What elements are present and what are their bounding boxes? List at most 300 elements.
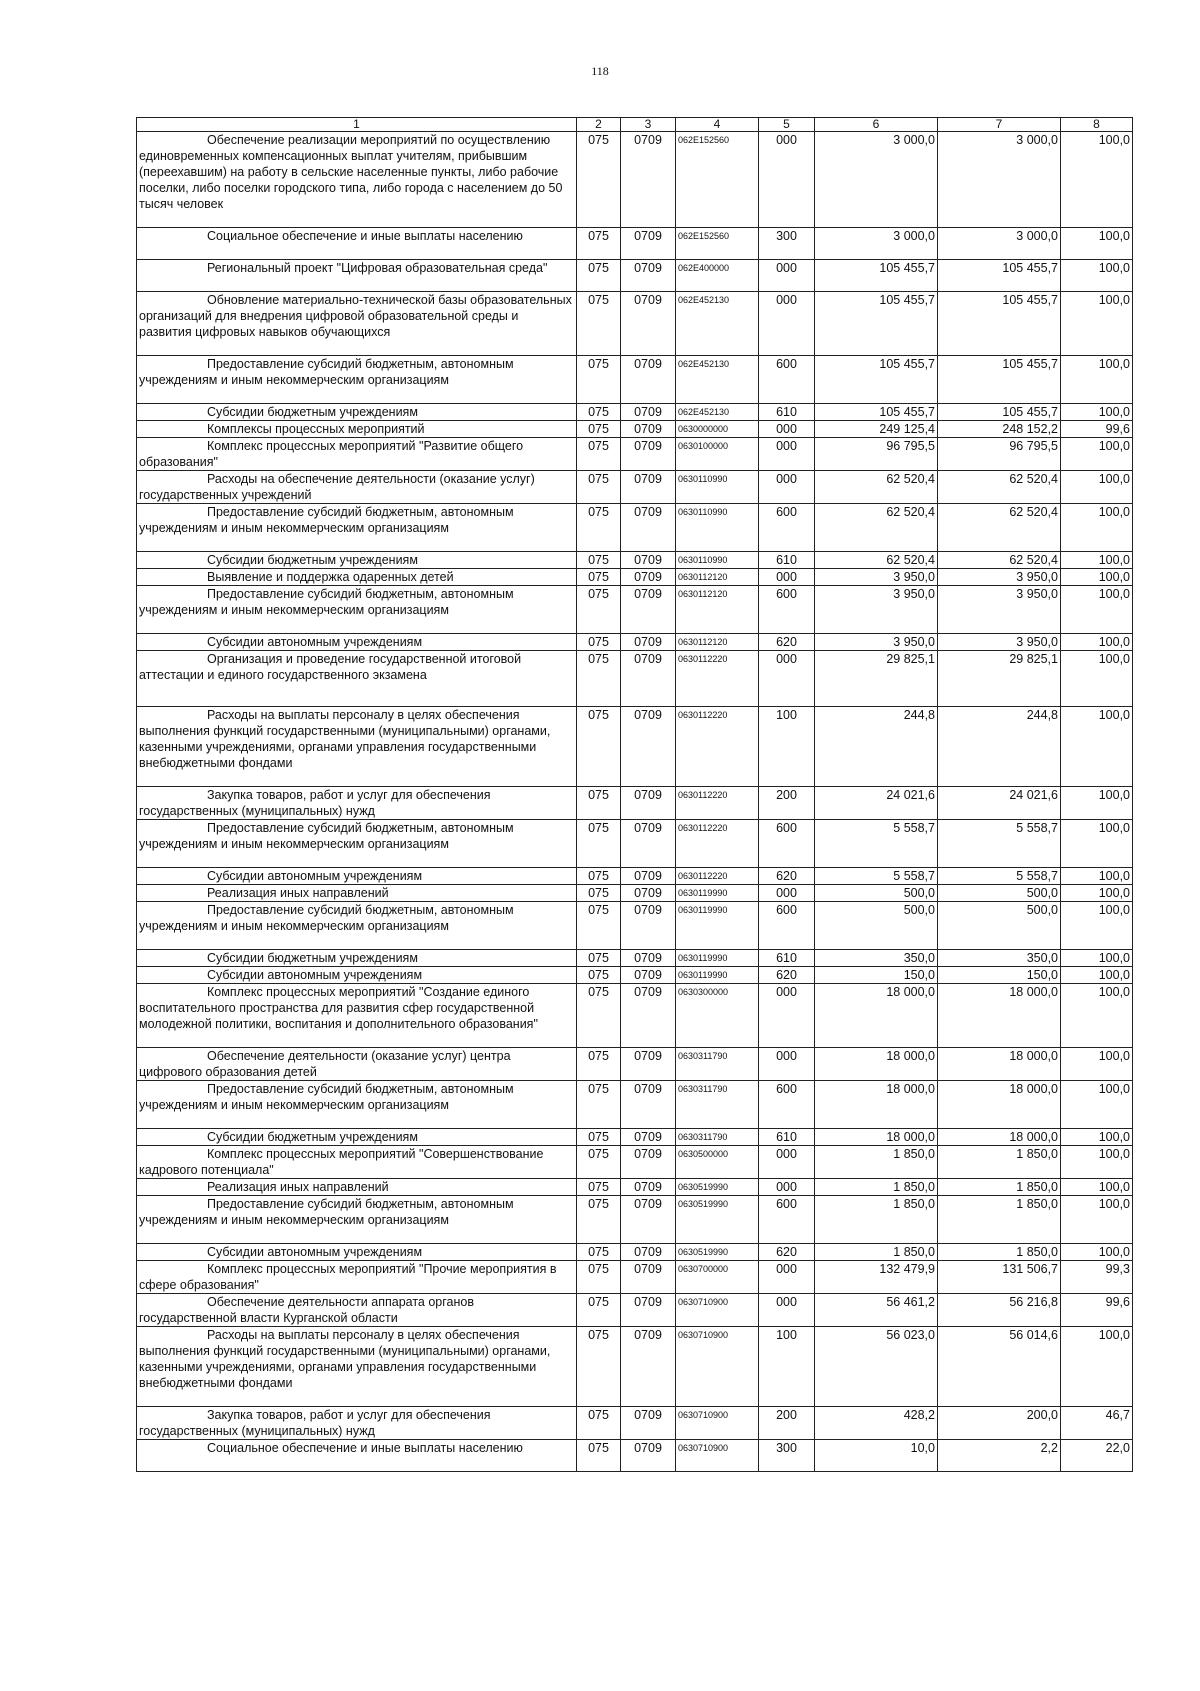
expense-type-cell: 610 <box>759 950 815 967</box>
planned-amount-cell: 56 023,0 <box>815 1327 938 1407</box>
expense-type-cell: 600 <box>759 504 815 552</box>
planned-amount-cell: 105 455,7 <box>815 260 938 292</box>
percent-cell: 100,0 <box>1061 1244 1133 1261</box>
row-name-text: Предоставление субсидий бюджетным, автономным учреждениям и иным некоммерческим организациям <box>139 1082 514 1112</box>
section-code-cell: 0709 <box>621 820 676 868</box>
row-name-text: Закупка товаров, работ и услуг для обеспечения государственных (муниципальных) нужд <box>139 788 491 818</box>
target-article-cell: 0630311790 <box>676 1048 759 1081</box>
row-name-cell <box>137 787 577 820</box>
planned-amount-cell: 29 825,1 <box>815 651 938 707</box>
column-header: 6 <box>815 118 938 132</box>
target-article-cell: 0630311790 <box>676 1081 759 1129</box>
column-number-row <box>137 118 1133 132</box>
row-name-cell <box>137 404 577 421</box>
actual-amount-cell: 1 850,0 <box>938 1146 1061 1179</box>
row-name-text: Закупка товаров, работ и услуг для обеспечения государственных (муниципальных) нужд <box>139 1408 491 1438</box>
actual-amount-cell: 3 950,0 <box>938 634 1061 651</box>
section-code-cell: 0709 <box>621 504 676 552</box>
actual-amount-cell: 1 850,0 <box>938 1196 1061 1244</box>
grbs-code-cell: 075 <box>577 552 621 569</box>
percent-cell: 100,0 <box>1061 569 1133 586</box>
expense-type-cell: 600 <box>759 1081 815 1129</box>
section-code-cell: 0709 <box>621 421 676 438</box>
expense-type-cell: 620 <box>759 868 815 885</box>
section-code-cell: 0709 <box>621 1146 676 1179</box>
actual-amount-cell: 62 520,4 <box>938 471 1061 504</box>
row-name-cell <box>137 1081 577 1129</box>
target-article-cell: 0630112220 <box>676 707 759 787</box>
table-row <box>137 651 1133 707</box>
table-row <box>137 292 1133 356</box>
row-name-text: Предоставление субсидий бюджетным, автономным учреждениям и иным некоммерческим организациям <box>139 821 514 851</box>
row-name-text: Предоставление субсидий бюджетным, автономным учреждениям и иным некоммерческим организациям <box>139 587 514 617</box>
table-body <box>137 132 1133 1472</box>
target-article-cell: 0630119990 <box>676 885 759 902</box>
table-row <box>137 967 1133 984</box>
row-name-text: Комплекс процессных мероприятий "Совершенствование кадрового потенциала" <box>139 1147 544 1177</box>
percent-cell: 100,0 <box>1061 1129 1133 1146</box>
table-row <box>137 1407 1133 1440</box>
row-name-text: Обеспечение деятельности (оказание услуг) центра цифрового образования детей <box>139 1049 511 1079</box>
grbs-code-cell: 075 <box>577 1327 621 1407</box>
target-article-cell: 0630119990 <box>676 902 759 950</box>
planned-amount-cell: 150,0 <box>815 967 938 984</box>
section-code-cell: 0709 <box>621 404 676 421</box>
target-article-cell: 0630710900 <box>676 1407 759 1440</box>
row-name-cell <box>137 228 577 260</box>
expense-type-cell: 000 <box>759 438 815 471</box>
planned-amount-cell: 18 000,0 <box>815 1129 938 1146</box>
actual-amount-cell: 18 000,0 <box>938 1081 1061 1129</box>
grbs-code-cell: 075 <box>577 504 621 552</box>
actual-amount-cell: 131 506,7 <box>938 1261 1061 1294</box>
row-name-text: Субсидии бюджетным учреждениям <box>207 1130 418 1144</box>
percent-cell: 100,0 <box>1061 438 1133 471</box>
row-name-text: Субсидии автономным учреждениям <box>207 968 423 982</box>
target-article-cell: 0630112220 <box>676 651 759 707</box>
target-article-cell: 0630500000 <box>676 1146 759 1179</box>
grbs-code-cell: 075 <box>577 984 621 1048</box>
actual-amount-cell: 3 950,0 <box>938 569 1061 586</box>
percent-cell: 100,0 <box>1061 634 1133 651</box>
planned-amount-cell: 105 455,7 <box>815 404 938 421</box>
row-name-text: Субсидии бюджетным учреждениям <box>207 951 418 965</box>
percent-cell: 100,0 <box>1061 404 1133 421</box>
actual-amount-cell: 1 850,0 <box>938 1179 1061 1196</box>
table-row <box>137 421 1133 438</box>
row-name-cell <box>137 1048 577 1081</box>
actual-amount-cell: 56 014,6 <box>938 1327 1061 1407</box>
expense-type-cell: 000 <box>759 651 815 707</box>
planned-amount-cell: 3 950,0 <box>815 586 938 634</box>
percent-cell: 100,0 <box>1061 787 1133 820</box>
actual-amount-cell: 500,0 <box>938 885 1061 902</box>
row-name-text: Социальное обеспечение и иные выплаты населению <box>207 1441 523 1455</box>
actual-amount-cell: 5 558,7 <box>938 868 1061 885</box>
section-code-cell: 0709 <box>621 1129 676 1146</box>
grbs-code-cell: 075 <box>577 868 621 885</box>
expense-type-cell: 610 <box>759 552 815 569</box>
target-article-cell: 062E452130 <box>676 404 759 421</box>
expense-type-cell: 100 <box>759 1327 815 1407</box>
grbs-code-cell: 075 <box>577 228 621 260</box>
row-name-cell <box>137 504 577 552</box>
grbs-code-cell: 075 <box>577 569 621 586</box>
section-code-cell: 0709 <box>621 292 676 356</box>
grbs-code-cell: 075 <box>577 1129 621 1146</box>
planned-amount-cell: 428,2 <box>815 1407 938 1440</box>
table-row <box>137 1048 1133 1081</box>
planned-amount-cell: 62 520,4 <box>815 471 938 504</box>
table-row <box>137 569 1133 586</box>
actual-amount-cell: 350,0 <box>938 950 1061 967</box>
table-row <box>137 438 1133 471</box>
row-name-cell <box>137 471 577 504</box>
percent-cell: 100,0 <box>1061 260 1133 292</box>
planned-amount-cell: 249 125,4 <box>815 421 938 438</box>
section-code-cell: 0709 <box>621 1440 676 1472</box>
section-code-cell: 0709 <box>621 950 676 967</box>
percent-cell: 100,0 <box>1061 1179 1133 1196</box>
row-name-text: Комплексы процессных мероприятий <box>207 422 425 436</box>
grbs-code-cell: 075 <box>577 260 621 292</box>
percent-cell: 100,0 <box>1061 228 1133 260</box>
row-name-text: Субсидии автономным учреждениям <box>207 1245 423 1259</box>
row-name-cell <box>137 569 577 586</box>
percent-cell: 100,0 <box>1061 1081 1133 1129</box>
row-name-cell <box>137 292 577 356</box>
column-header: 7 <box>938 118 1061 132</box>
row-name-text: Предоставление субсидий бюджетным, автономным учреждениям и иным некоммерческим организациям <box>139 1197 514 1227</box>
expense-type-cell: 600 <box>759 356 815 404</box>
percent-cell: 100,0 <box>1061 820 1133 868</box>
row-name-cell <box>137 885 577 902</box>
percent-cell: 100,0 <box>1061 356 1133 404</box>
grbs-code-cell: 075 <box>577 586 621 634</box>
table-row <box>137 984 1133 1048</box>
percent-cell: 100,0 <box>1061 868 1133 885</box>
percent-cell: 100,0 <box>1061 1327 1133 1407</box>
row-name-cell <box>137 132 577 228</box>
percent-cell: 100,0 <box>1061 552 1133 569</box>
page-number: 118 <box>591 64 609 78</box>
planned-amount-cell: 5 558,7 <box>815 868 938 885</box>
percent-cell: 100,0 <box>1061 902 1133 950</box>
actual-amount-cell: 200,0 <box>938 1407 1061 1440</box>
row-name-text: Региональный проект "Цифровая образовательная среда" <box>207 261 548 275</box>
planned-amount-cell: 105 455,7 <box>815 292 938 356</box>
row-name-cell <box>137 586 577 634</box>
table-row <box>137 552 1133 569</box>
row-name-text: Субсидии автономным учреждениям <box>207 635 423 649</box>
row-name-cell <box>137 1196 577 1244</box>
expense-type-cell: 600 <box>759 820 815 868</box>
grbs-code-cell: 075 <box>577 787 621 820</box>
target-article-cell: 062E452130 <box>676 356 759 404</box>
section-code-cell: 0709 <box>621 707 676 787</box>
table-row <box>137 1129 1133 1146</box>
planned-amount-cell: 10,0 <box>815 1440 938 1472</box>
planned-amount-cell: 132 479,9 <box>815 1261 938 1294</box>
planned-amount-cell: 18 000,0 <box>815 1048 938 1081</box>
row-name-cell <box>137 356 577 404</box>
column-header: 3 <box>621 118 676 132</box>
actual-amount-cell: 3 000,0 <box>938 132 1061 228</box>
target-article-cell: 0630112120 <box>676 634 759 651</box>
column-header: 5 <box>759 118 815 132</box>
row-name-cell <box>137 1179 577 1196</box>
grbs-code-cell: 075 <box>577 471 621 504</box>
section-code-cell: 0709 <box>621 1327 676 1407</box>
section-code-cell: 0709 <box>621 1048 676 1081</box>
expense-type-cell: 600 <box>759 1196 815 1244</box>
actual-amount-cell: 1 850,0 <box>938 1244 1061 1261</box>
grbs-code-cell: 075 <box>577 1294 621 1327</box>
target-article-cell: 0630112220 <box>676 868 759 885</box>
row-name-cell <box>137 1146 577 1179</box>
grbs-code-cell: 075 <box>577 634 621 651</box>
table-row <box>137 820 1133 868</box>
actual-amount-cell: 105 455,7 <box>938 356 1061 404</box>
grbs-code-cell: 075 <box>577 967 621 984</box>
percent-cell: 22,0 <box>1061 1440 1133 1472</box>
planned-amount-cell: 62 520,4 <box>815 504 938 552</box>
row-name-text: Реализация иных направлений <box>207 886 389 900</box>
actual-amount-cell: 56 216,8 <box>938 1294 1061 1327</box>
expense-type-cell: 000 <box>759 885 815 902</box>
row-name-cell <box>137 1129 577 1146</box>
column-header: 2 <box>577 118 621 132</box>
expense-type-cell: 000 <box>759 1294 815 1327</box>
planned-amount-cell: 24 021,6 <box>815 787 938 820</box>
target-article-cell: 0630519990 <box>676 1179 759 1196</box>
expense-type-cell: 000 <box>759 421 815 438</box>
expense-type-cell: 000 <box>759 984 815 1048</box>
table-row <box>137 1261 1133 1294</box>
grbs-code-cell: 075 <box>577 651 621 707</box>
table-row <box>137 885 1133 902</box>
section-code-cell: 0709 <box>621 586 676 634</box>
actual-amount-cell: 248 152,2 <box>938 421 1061 438</box>
row-name-text: Предоставление субсидий бюджетным, автономным учреждениям и иным некоммерческим организациям <box>139 903 514 933</box>
planned-amount-cell: 3 000,0 <box>815 132 938 228</box>
section-code-cell: 0709 <box>621 984 676 1048</box>
planned-amount-cell: 18 000,0 <box>815 984 938 1048</box>
section-code-cell: 0709 <box>621 1244 676 1261</box>
budget-table <box>136 117 1133 1472</box>
actual-amount-cell: 3 000,0 <box>938 228 1061 260</box>
target-article-cell: 0630110990 <box>676 471 759 504</box>
actual-amount-cell: 500,0 <box>938 902 1061 950</box>
expense-type-cell: 600 <box>759 586 815 634</box>
percent-cell: 100,0 <box>1061 1146 1133 1179</box>
percent-cell: 100,0 <box>1061 1196 1133 1244</box>
target-article-cell: 0630119990 <box>676 967 759 984</box>
section-code-cell: 0709 <box>621 552 676 569</box>
row-name-text: Субсидии автономным учреждениям <box>207 869 423 883</box>
column-header: 4 <box>676 118 759 132</box>
percent-cell: 100,0 <box>1061 885 1133 902</box>
row-name-cell <box>137 1407 577 1440</box>
row-name-cell <box>137 1327 577 1407</box>
section-code-cell: 0709 <box>621 651 676 707</box>
row-name-cell <box>137 438 577 471</box>
row-name-cell <box>137 634 577 651</box>
actual-amount-cell: 18 000,0 <box>938 984 1061 1048</box>
table-row <box>137 1294 1133 1327</box>
table-row <box>137 1146 1133 1179</box>
expense-type-cell: 610 <box>759 1129 815 1146</box>
expense-type-cell: 620 <box>759 634 815 651</box>
table-row <box>137 787 1133 820</box>
row-name-text: Субсидии бюджетным учреждениям <box>207 405 418 419</box>
expense-type-cell: 200 <box>759 1407 815 1440</box>
row-name-text: Расходы на выплаты персоналу в целях обеспечения выполнения функций государственными (муниципальными) органами, казенными учреждениями, органами управления государственными внебюджетными фондами <box>139 708 551 770</box>
grbs-code-cell: 075 <box>577 885 621 902</box>
grbs-code-cell: 075 <box>577 820 621 868</box>
planned-amount-cell: 3 950,0 <box>815 569 938 586</box>
row-name-cell <box>137 967 577 984</box>
column-header: 1 <box>137 118 577 132</box>
section-code-cell: 0709 <box>621 1179 676 1196</box>
row-name-cell <box>137 707 577 787</box>
section-code-cell: 0709 <box>621 356 676 404</box>
table-row <box>137 471 1133 504</box>
section-code-cell: 0709 <box>621 967 676 984</box>
percent-cell: 100,0 <box>1061 504 1133 552</box>
target-article-cell: 0630311790 <box>676 1129 759 1146</box>
section-code-cell: 0709 <box>621 868 676 885</box>
grbs-code-cell: 075 <box>577 1146 621 1179</box>
actual-amount-cell: 18 000,0 <box>938 1048 1061 1081</box>
table-row <box>137 1179 1133 1196</box>
target-article-cell: 062E152560 <box>676 132 759 228</box>
percent-cell: 46,7 <box>1061 1407 1133 1440</box>
row-name-cell <box>137 1261 577 1294</box>
row-name-text: Реализация иных направлений <box>207 1180 389 1194</box>
target-article-cell: 0630119990 <box>676 950 759 967</box>
actual-amount-cell: 96 795,5 <box>938 438 1061 471</box>
target-article-cell: 0630519990 <box>676 1244 759 1261</box>
target-article-cell: 0630112220 <box>676 787 759 820</box>
percent-cell: 100,0 <box>1061 707 1133 787</box>
row-name-text: Предоставление субсидий бюджетным, автономным учреждениям и иным некоммерческим организациям <box>139 505 514 535</box>
row-name-text: Комплекс процессных мероприятий "Развитие общего образования" <box>139 439 524 469</box>
actual-amount-cell: 105 455,7 <box>938 292 1061 356</box>
grbs-code-cell: 075 <box>577 1179 621 1196</box>
table-row <box>137 707 1133 787</box>
actual-amount-cell: 2,2 <box>938 1440 1061 1472</box>
expense-type-cell: 000 <box>759 1048 815 1081</box>
table-row <box>137 1081 1133 1129</box>
target-article-cell: 062E400000 <box>676 260 759 292</box>
row-name-cell <box>137 902 577 950</box>
row-name-text: Выявление и поддержка одаренных детей <box>207 570 454 584</box>
table-row <box>137 404 1133 421</box>
section-code-cell: 0709 <box>621 132 676 228</box>
planned-amount-cell: 62 520,4 <box>815 552 938 569</box>
planned-amount-cell: 1 850,0 <box>815 1179 938 1196</box>
percent-cell: 100,0 <box>1061 586 1133 634</box>
section-code-cell: 0709 <box>621 471 676 504</box>
grbs-code-cell: 075 <box>577 950 621 967</box>
actual-amount-cell: 244,8 <box>938 707 1061 787</box>
row-name-cell <box>137 1440 577 1472</box>
section-code-cell: 0709 <box>621 260 676 292</box>
table-row <box>137 902 1133 950</box>
grbs-code-cell: 075 <box>577 404 621 421</box>
table-row <box>137 1244 1133 1261</box>
grbs-code-cell: 075 <box>577 1196 621 1244</box>
table-row <box>137 1196 1133 1244</box>
section-code-cell: 0709 <box>621 634 676 651</box>
percent-cell: 99,6 <box>1061 421 1133 438</box>
actual-amount-cell: 150,0 <box>938 967 1061 984</box>
column-header: 8 <box>1061 118 1133 132</box>
planned-amount-cell: 1 850,0 <box>815 1146 938 1179</box>
actual-amount-cell: 105 455,7 <box>938 404 1061 421</box>
actual-amount-cell: 29 825,1 <box>938 651 1061 707</box>
actual-amount-cell: 62 520,4 <box>938 504 1061 552</box>
row-name-cell <box>137 820 577 868</box>
actual-amount-cell: 62 520,4 <box>938 552 1061 569</box>
grbs-code-cell: 075 <box>577 1081 621 1129</box>
actual-amount-cell: 24 021,6 <box>938 787 1061 820</box>
target-article-cell: 0630112120 <box>676 569 759 586</box>
target-article-cell: 0630519990 <box>676 1196 759 1244</box>
expense-type-cell: 600 <box>759 902 815 950</box>
expense-type-cell: 000 <box>759 1146 815 1179</box>
row-name-cell <box>137 868 577 885</box>
planned-amount-cell: 105 455,7 <box>815 356 938 404</box>
expense-type-cell: 100 <box>759 707 815 787</box>
row-name-cell <box>137 1294 577 1327</box>
row-name-text: Расходы на выплаты персоналу в целях обеспечения выполнения функций государственными (муниципальными) органами, казенными учреждениями, органами управления государственными внебюджетными фондами <box>139 1328 551 1390</box>
grbs-code-cell: 075 <box>577 1048 621 1081</box>
expense-type-cell: 200 <box>759 787 815 820</box>
row-name-text: Организация и проведение государственной итоговой аттестации и единого государственного экзамена <box>139 652 522 682</box>
target-article-cell: 0630300000 <box>676 984 759 1048</box>
table-row <box>137 504 1133 552</box>
grbs-code-cell: 075 <box>577 292 621 356</box>
grbs-code-cell: 075 <box>577 438 621 471</box>
grbs-code-cell: 075 <box>577 1407 621 1440</box>
grbs-code-cell: 075 <box>577 707 621 787</box>
expense-type-cell: 610 <box>759 404 815 421</box>
percent-cell: 100,0 <box>1061 967 1133 984</box>
planned-amount-cell: 244,8 <box>815 707 938 787</box>
grbs-code-cell: 075 <box>577 902 621 950</box>
actual-amount-cell: 5 558,7 <box>938 820 1061 868</box>
section-code-cell: 0709 <box>621 1081 676 1129</box>
table-row <box>137 868 1133 885</box>
expense-type-cell: 620 <box>759 967 815 984</box>
expense-type-cell: 000 <box>759 569 815 586</box>
target-article-cell: 062E152560 <box>676 228 759 260</box>
section-code-cell: 0709 <box>621 228 676 260</box>
table-row <box>137 356 1133 404</box>
planned-amount-cell: 500,0 <box>815 902 938 950</box>
section-code-cell: 0709 <box>621 885 676 902</box>
expense-type-cell: 300 <box>759 1440 815 1472</box>
section-code-cell: 0709 <box>621 438 676 471</box>
target-article-cell: 0630110990 <box>676 504 759 552</box>
table-row <box>137 586 1133 634</box>
row-name-text: Комплекс процессных мероприятий "Прочие мероприятия в сфере образования" <box>139 1262 557 1292</box>
percent-cell: 100,0 <box>1061 471 1133 504</box>
table-row <box>137 132 1133 228</box>
row-name-cell <box>137 421 577 438</box>
